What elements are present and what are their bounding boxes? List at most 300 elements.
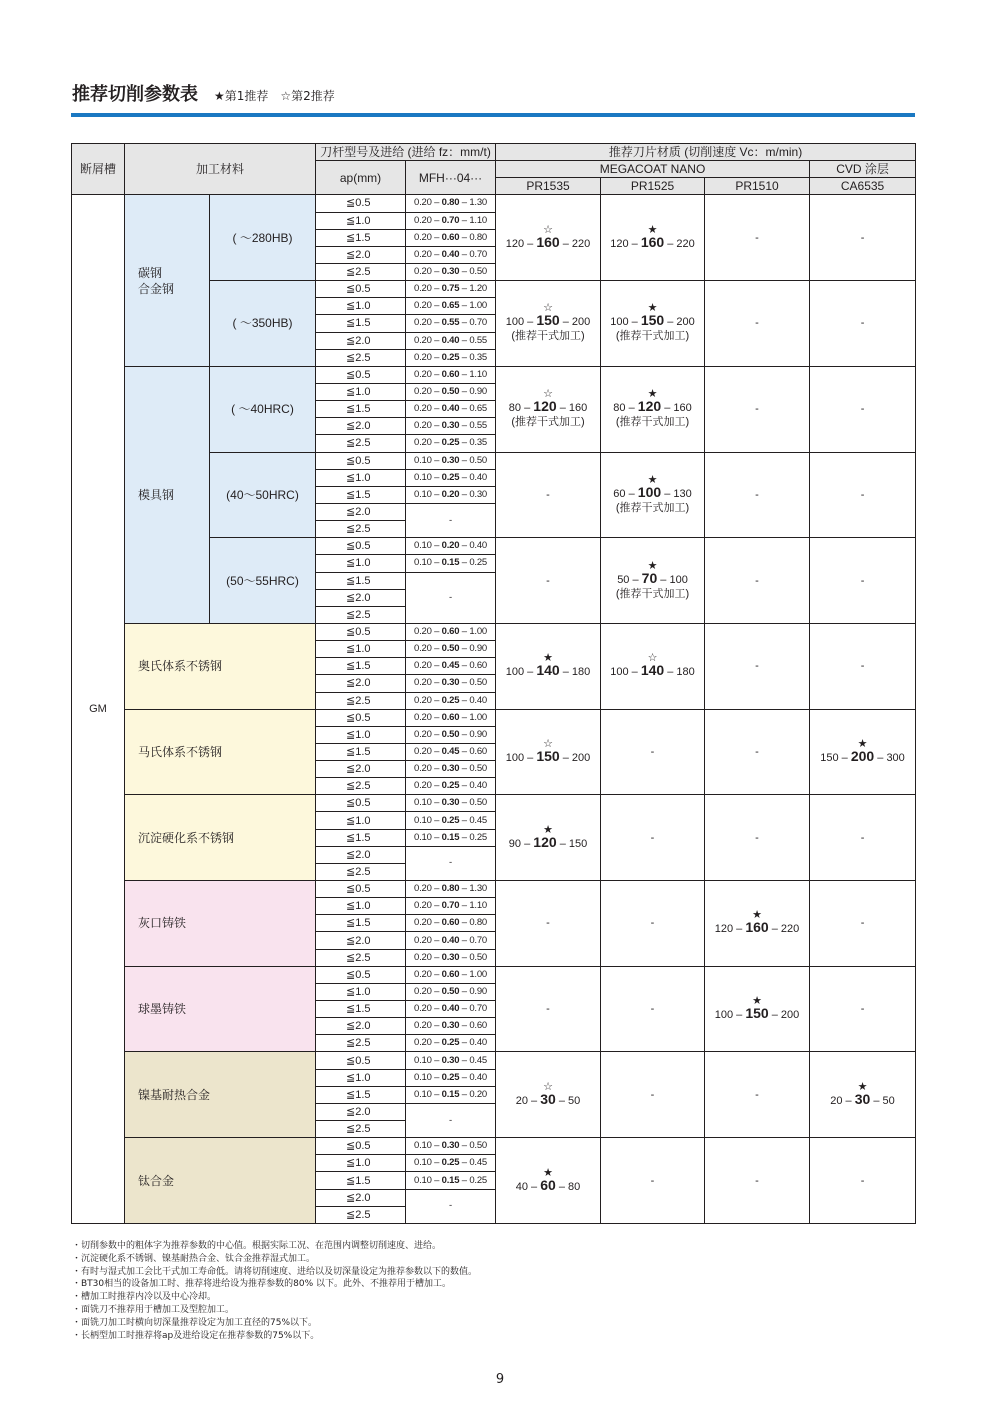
feed-max: 0.70 [469, 248, 488, 260]
ap-value: ≦1.5 [316, 1001, 406, 1018]
feed-recommended: 0.30 [441, 266, 460, 278]
ap-value: ≦0.5 [316, 709, 406, 726]
feed-max: 1.00 [469, 626, 488, 637]
header-ap: ap(mm) [316, 161, 406, 195]
feed-none: - [406, 1103, 496, 1137]
header-model: MFH···04··· [406, 161, 496, 195]
ap-value: ≦1.0 [316, 1155, 406, 1172]
feed-none: - [406, 1189, 496, 1223]
feed-min: 0.10 [413, 1174, 432, 1186]
feed-range: 0.20 – 0.65 – 1.00 [406, 298, 496, 315]
ap-value: ≦0.5 [316, 1052, 406, 1069]
note-line: ・面铣刀加工时横向切深量推荐设定为加工直径的75%以下。 [72, 1317, 318, 1328]
speed-max: 200 [571, 316, 591, 329]
ap-value: ≦1.5 [316, 486, 406, 503]
feed-max: 0.60 [469, 745, 488, 757]
feed-min: 0.10 [413, 797, 432, 809]
header-grade-pr1510: PR1510 [705, 178, 810, 195]
feed-recommended: 0.30 [441, 1140, 460, 1152]
speed-range: ★ 120 – 160 – 220 [601, 195, 705, 281]
feed-max: 0.45 [469, 1157, 488, 1169]
feed-max: 0.25 [469, 557, 488, 569]
first-recommend-star-icon: ★ [857, 737, 868, 750]
feed-recommended: 0.40 [441, 248, 460, 260]
second-recommend-star-icon: ☆ [543, 388, 553, 401]
speed-none: - [496, 538, 601, 624]
table-row [72, 623, 916, 640]
speed-range: ★ 90 – 120 – 150 [496, 795, 601, 881]
note-line: ・长柄型加工时推荐将ap及进给设定在推荐参数的75%以下。 [72, 1330, 320, 1341]
speed-recommended: 150 [745, 1005, 769, 1022]
material-name: 钛合金 [125, 1138, 316, 1224]
first-recommend-star-icon: ★ [752, 909, 762, 922]
feed-min: 0.10 [413, 557, 432, 569]
feed-min: 0.20 [413, 437, 432, 449]
feed-range: 0.10 – 0.30 – 0.45 [406, 1052, 496, 1069]
notes [72, 1240, 477, 1342]
speed-max: 150 [568, 837, 588, 850]
speed-none: - [810, 281, 916, 367]
feed-range: 0.20 – 0.70 – 1.10 [406, 212, 496, 229]
feed-recommended: 0.70 [441, 214, 460, 226]
ap-value: ≦2.0 [316, 503, 406, 520]
material-name-line: 碳钢 [138, 265, 163, 280]
feed-recommended: 0.15 [441, 831, 460, 843]
ap-value: ≦0.5 [316, 281, 406, 298]
feed-range: 0.20 – 0.50 – 0.90 [406, 983, 496, 1000]
ap-value: ≦1.0 [316, 555, 406, 572]
feed-min: 0.20 [413, 1003, 432, 1015]
speed-range: ★ 150 – 200 – 300 [810, 709, 916, 795]
feed-range: 0.20 – 0.60 – 0.80 [406, 915, 496, 932]
speed-none: - [601, 966, 705, 1052]
feed-recommended: 0.75 [441, 283, 460, 295]
feed-range: 0.20 – 0.40 – 0.70 [406, 932, 496, 949]
feed-min: 0.10 [413, 1140, 432, 1152]
feed-recommended: 0.60 [441, 917, 460, 929]
speed-range: ☆ 100 – 150 – 200 [496, 709, 601, 795]
speed-none: - [601, 1138, 705, 1224]
material-hardness: (50～55HRC) [210, 538, 316, 624]
feed-min: 0.10 [413, 1157, 432, 1169]
feed-range: 0.20 – 0.60 – 1.00 [406, 966, 496, 983]
speed-none: - [705, 195, 810, 281]
speed-none: - [705, 709, 810, 795]
material-name: 沉淀硬化系不锈钢 [125, 795, 316, 881]
ap-value: ≦1.5 [316, 1172, 406, 1189]
material-name: 灰口铸铁 [125, 881, 316, 967]
material-name: 马氏体系不锈钢 [125, 709, 316, 795]
header-grade: 推荐刀片材质 (切削速度 Vc：m/min) [496, 144, 916, 161]
feed-range: 0.20 – 0.30 – 0.50 [406, 761, 496, 778]
ap-value: ≦1.0 [316, 641, 406, 658]
header-megacoat: MEGACOAT NANO [496, 161, 810, 178]
feed-recommended: 0.55 [441, 317, 460, 329]
feed-max: 1.00 [469, 968, 488, 980]
speed-note: (推荐干式加工) [615, 501, 690, 514]
feed-range: 0.20 – 0.55 – 0.70 [406, 315, 496, 332]
feed-recommended: 0.60 [441, 368, 460, 380]
feed-range: 0.20 – 0.25 – 0.35 [406, 349, 496, 366]
ap-value: ≦1.5 [316, 915, 406, 932]
feed-min: 0.20 [413, 197, 432, 209]
feed-recommended: 0.40 [441, 1003, 460, 1015]
feed-recommended: 0.45 [441, 745, 460, 757]
ap-value: ≦2.0 [316, 1103, 406, 1120]
feed-none: - [406, 503, 496, 537]
material-name [125, 195, 210, 366]
ap-value: ≦1.0 [316, 212, 406, 229]
feed-min: 0.20 [413, 968, 432, 980]
feed-range: 0.20 – 0.30 – 0.50 [406, 949, 496, 966]
feed-recommended: 0.15 [441, 1088, 460, 1100]
speed-max: 220 [780, 923, 800, 936]
feed-recommended: 0.30 [441, 420, 460, 432]
speed-min: 100 [505, 316, 525, 329]
feed-min: 0.10 [413, 831, 432, 843]
feed-max: 0.50 [469, 266, 488, 278]
speed-none: - [705, 623, 810, 709]
feed-max: 1.10 [469, 900, 488, 912]
feed-max: 0.40 [469, 1071, 488, 1083]
feed-recommended: 0.30 [441, 454, 460, 466]
speed-range: ★ 20 – 30 – 50 [810, 1052, 916, 1138]
ap-value: ≦0.5 [316, 195, 406, 212]
feed-recommended: 0.50 [441, 643, 460, 655]
speed-min: 100 [505, 751, 525, 764]
second-recommend-star-icon: ☆ [647, 652, 658, 665]
note-line: ・有时与湿式加工会比干式加工寿命低。请将切削速度、进给以及切深量设定为推荐参数以下的数值。 [72, 1266, 478, 1277]
note-line: ・BT30相当的设备加工时、推荐将进给设为推荐参数的80% 以下。此外、不推荐用于槽加工。 [72, 1279, 451, 1290]
feed-min: 0.20 [413, 317, 432, 329]
speed-none: - [810, 538, 916, 624]
feed-min: 0.20 [413, 985, 432, 997]
ap-value: ≦2.5 [316, 521, 406, 538]
feed-range: 0.10 – 0.30 – 0.50 [406, 452, 496, 469]
ap-value: ≦1.5 [316, 315, 406, 332]
speed-none: - [601, 1052, 705, 1138]
material-name [125, 366, 210, 623]
header-groove: 断屑槽 [72, 144, 125, 195]
ap-value: ≦0.5 [316, 1138, 406, 1155]
feed-range: 0.20 – 0.25 – 0.40 [406, 692, 496, 709]
speed-none: - [705, 452, 810, 538]
speed-recommended: 70 [641, 569, 658, 586]
speed-min: 20 [830, 1094, 843, 1107]
feed-max: 0.90 [469, 728, 488, 740]
header-grade-pr1525: PR1525 [601, 178, 705, 195]
feed-range: 0.20 – 0.25 – 0.40 [406, 1035, 496, 1052]
feed-recommended: 0.50 [441, 985, 460, 997]
speed-note: (推荐干式加工) [615, 330, 690, 343]
speed-max: 100 [669, 573, 688, 586]
feed-min: 0.20 [413, 728, 432, 740]
feed-recommended: 0.20 [441, 540, 460, 552]
feed-min: 0.10 [413, 540, 432, 552]
speed-none: - [601, 881, 705, 967]
feed-max: 0.45 [469, 1054, 488, 1066]
speed-max: 180 [676, 666, 695, 679]
feed-range: 0.20 – 0.30 – 0.60 [406, 1018, 496, 1035]
material-name: 球墨铸铁 [125, 966, 316, 1052]
feed-min: 0.20 [413, 900, 432, 912]
speed-none: - [705, 1052, 810, 1138]
feed-min: 0.20 [413, 677, 432, 689]
ap-value: ≦2.5 [316, 435, 406, 452]
ap-value: ≦1.0 [316, 383, 406, 400]
ap-value: ≦0.5 [316, 366, 406, 383]
ap-value: ≦1.5 [316, 229, 406, 246]
feed-recommended: 0.30 [441, 763, 460, 775]
feed-max: 0.65 [469, 403, 488, 415]
ap-value: ≦2.0 [316, 761, 406, 778]
feed-range: 0.20 – 0.30 – 0.50 [406, 263, 496, 280]
speed-max: 160 [673, 402, 692, 415]
feed-max: 0.50 [469, 1140, 488, 1152]
speed-max: 200 [676, 316, 695, 329]
feed-min: 0.20 [413, 934, 432, 946]
speed-range: ★ 100 – 150 – 200 [705, 966, 810, 1052]
feed-range: 0.10 – 0.25 – 0.45 [406, 812, 496, 829]
feed-max: 0.40 [469, 780, 488, 792]
cutting-parameter-table [71, 143, 916, 1224]
second-recommend-star-icon: ☆ [543, 737, 553, 750]
feed-range: 0.20 – 0.80 – 1.30 [406, 881, 496, 898]
feed-min: 0.10 [413, 1054, 432, 1066]
speed-min: 150 [820, 751, 839, 764]
feed-max: 1.00 [469, 711, 488, 723]
feed-recommended: 0.30 [441, 797, 460, 809]
speed-range: ☆ 100 – 150 – 200 (推荐干式加工) [496, 281, 601, 367]
feed-range: 0.10 – 0.20 – 0.40 [406, 538, 496, 555]
ap-value: ≦0.5 [316, 623, 406, 640]
feed-recommended: 0.50 [441, 728, 460, 740]
speed-recommended: 150 [536, 747, 560, 764]
ap-value: ≦2.5 [316, 1121, 406, 1138]
speed-min: 60 [613, 487, 626, 500]
feed-none: - [406, 572, 496, 623]
ap-value: ≦2.0 [316, 1189, 406, 1206]
speed-min: 80 [613, 402, 626, 415]
feed-min: 0.10 [413, 1071, 432, 1083]
groove-gm: GM [72, 195, 125, 1223]
feed-recommended: 0.40 [441, 334, 460, 346]
speed-max: 200 [780, 1009, 800, 1022]
feed-range: 0.20 – 0.50 – 0.90 [406, 726, 496, 743]
ap-value: ≦1.0 [316, 812, 406, 829]
speed-range: ★ 50 – 70 – 100 (推荐干式加工) [601, 538, 705, 624]
speed-recommended: 120 [533, 398, 557, 415]
feed-recommended: 0.20 [441, 488, 460, 500]
feed-max: 0.55 [469, 334, 488, 346]
feed-range: 0.20 – 0.60 – 1.10 [406, 366, 496, 383]
feed-range: 0.10 – 0.15 – 0.25 [406, 1172, 496, 1189]
ap-value: ≦0.5 [316, 795, 406, 812]
feed-range: 0.20 – 0.70 – 1.10 [406, 898, 496, 915]
feed-max: 0.50 [469, 763, 488, 775]
feed-min: 0.20 [413, 660, 432, 672]
feed-recommended: 0.80 [441, 197, 460, 209]
speed-none: - [705, 795, 810, 881]
feed-min: 0.20 [413, 951, 432, 963]
feed-range: 0.20 – 0.75 – 1.20 [406, 281, 496, 298]
feed-recommended: 0.25 [441, 471, 460, 483]
speed-max: 200 [571, 751, 591, 764]
first-recommend-star-icon: ★ [647, 223, 658, 236]
feed-max: 0.60 [469, 1020, 488, 1032]
speed-min: 100 [610, 666, 629, 679]
feed-max: 0.20 [469, 1088, 488, 1100]
feed-recommended: 0.25 [441, 1071, 460, 1083]
feed-min: 0.10 [413, 471, 432, 483]
ap-value: ≦2.5 [316, 692, 406, 709]
speed-none: - [810, 452, 916, 538]
speed-recommended: 30 [540, 1090, 556, 1107]
speed-range: ☆ 120 – 160 – 220 [496, 195, 601, 281]
feed-none: - [406, 846, 496, 880]
feed-max: 0.30 [469, 488, 488, 500]
feed-min: 0.20 [413, 420, 432, 432]
ap-value: ≦1.0 [316, 1069, 406, 1086]
note-line: ・面铣刀不推荐用于槽加工及型腔加工。 [72, 1304, 235, 1315]
feed-range: 0.20 – 0.45 – 0.60 [406, 743, 496, 760]
feed-recommended: 0.25 [441, 1037, 460, 1049]
feed-recommended: 0.60 [441, 711, 460, 723]
note-line: ・切削参数中的粗体字为推荐参数的中心值。根据实际工况、在范围内调整切削速度、进给。 [72, 1241, 442, 1251]
feed-range: 0.10 – 0.25 – 0.40 [406, 1069, 496, 1086]
speed-min: 20 [515, 1094, 528, 1107]
speed-recommended: 120 [533, 833, 557, 850]
feed-max: 0.40 [469, 1037, 488, 1049]
feed-min: 0.10 [413, 488, 432, 500]
feed-max: 0.60 [469, 660, 488, 672]
feed-max: 0.70 [469, 934, 488, 946]
speed-none: - [705, 366, 810, 452]
speed-range: ★ 120 – 160 – 220 [705, 881, 810, 967]
feed-max: 0.50 [469, 951, 488, 963]
speed-none: - [810, 966, 916, 1052]
feed-min: 0.20 [413, 351, 432, 363]
speed-range: ★ 40 – 60 – 80 [496, 1138, 601, 1224]
feed-max: 0.90 [469, 985, 488, 997]
feed-min: 0.20 [413, 1020, 432, 1032]
table-row [72, 881, 916, 898]
header-material: 加工材料 [125, 144, 316, 195]
ap-value: ≦2.0 [316, 246, 406, 263]
feed-max: 0.40 [469, 471, 488, 483]
feed-min: 0.20 [413, 763, 432, 775]
ap-value: ≦2.0 [316, 932, 406, 949]
ap-value: ≦1.0 [316, 983, 406, 1000]
ap-value: ≦0.5 [316, 966, 406, 983]
table-row [72, 795, 916, 812]
feed-min: 0.20 [413, 248, 432, 260]
note-line: ・沉淀硬化系不锈钢、镍基耐热合金、钛合金推荐湿式加工。 [72, 1253, 316, 1264]
first-recommend-star-icon: ★ [543, 1166, 553, 1179]
speed-none: - [705, 1138, 810, 1224]
header-feed: 刀杆型号及进给 (进给 fz：mm/t) [316, 144, 496, 161]
title-divider [71, 113, 915, 117]
material-name: 奥氏体系不锈钢 [125, 623, 316, 709]
material-name-line: 合金钢 [138, 281, 175, 296]
feed-max: 0.40 [469, 694, 488, 706]
feed-recommended: 0.65 [441, 300, 460, 312]
feed-range: 0.20 – 0.40 – 0.70 [406, 246, 496, 263]
material-name: 镍基耐热合金 [125, 1052, 316, 1138]
feed-min: 0.10 [413, 1088, 432, 1100]
feed-max: 0.90 [469, 643, 488, 655]
feed-recommended: 0.25 [441, 1157, 460, 1169]
ap-value: ≦1.0 [316, 898, 406, 915]
second-recommend-star-icon: ☆ [543, 302, 553, 315]
feed-range: 0.20 – 0.60 – 1.00 [406, 623, 496, 640]
speed-max: 80 [568, 1180, 581, 1193]
feed-range: 0.10 – 0.20 – 0.30 [406, 486, 496, 503]
speed-none: - [810, 795, 916, 881]
speed-recommended: 140 [536, 662, 560, 679]
table-row [72, 366, 916, 383]
feed-min: 0.20 [413, 883, 432, 895]
speed-none: - [496, 881, 601, 967]
ap-value: ≦2.0 [316, 332, 406, 349]
feed-range: 0.20 – 0.30 – 0.50 [406, 675, 496, 692]
feed-recommended: 0.25 [441, 351, 460, 363]
speed-note: (推荐干式加工) [615, 416, 690, 429]
speed-range: ★ 80 – 120 – 160 (推荐干式加工) [601, 366, 705, 452]
ap-value: ≦1.5 [316, 572, 406, 589]
speed-min: 120 [714, 923, 734, 936]
ap-value: ≦2.0 [316, 846, 406, 863]
speed-min: 120 [610, 237, 629, 250]
speed-min: 100 [505, 666, 525, 679]
feed-min: 0.20 [413, 214, 432, 226]
feed-recommended: 0.50 [441, 386, 460, 398]
speed-max: 220 [571, 237, 591, 250]
speed-recommended: 120 [637, 398, 662, 415]
feed-min: 0.20 [413, 334, 432, 346]
speed-range: ☆ 100 – 140 – 180 [601, 623, 705, 709]
ap-value: ≦2.0 [316, 1018, 406, 1035]
feed-min: 0.20 [413, 1037, 432, 1049]
speed-range: ★ 60 – 100 – 130 (推荐干式加工) [601, 452, 705, 538]
speed-none: - [810, 366, 916, 452]
speed-max: 50 [568, 1094, 581, 1107]
speed-max: 160 [568, 402, 588, 415]
feed-range: 0.20 – 0.60 – 0.80 [406, 229, 496, 246]
speed-none: - [810, 1138, 916, 1224]
speed-recommended: 150 [536, 312, 560, 329]
feed-recommended: 0.60 [441, 626, 460, 637]
feed-min: 0.20 [413, 368, 432, 380]
page-number: 9 [495, 1372, 505, 1387]
speed-none: - [705, 281, 810, 367]
feed-min: 0.20 [413, 266, 432, 278]
speed-range: ☆ 80 – 120 – 160 (推荐干式加工) [496, 366, 601, 452]
ap-value: ≦1.0 [316, 469, 406, 486]
ap-value: ≦2.5 [316, 263, 406, 280]
feed-max: 0.90 [469, 386, 488, 398]
feed-range: 0.10 – 0.30 – 0.50 [406, 795, 496, 812]
feed-min: 0.10 [413, 454, 432, 466]
feed-min: 0.20 [413, 780, 432, 792]
feed-max: 0.50 [469, 677, 488, 689]
feed-max: 0.50 [469, 797, 488, 809]
speed-max: 300 [886, 751, 905, 764]
speed-max: 50 [882, 1094, 895, 1107]
table-row [72, 1052, 916, 1069]
material-name-line: 模具钢 [138, 487, 175, 502]
speed-none: - [810, 881, 916, 967]
